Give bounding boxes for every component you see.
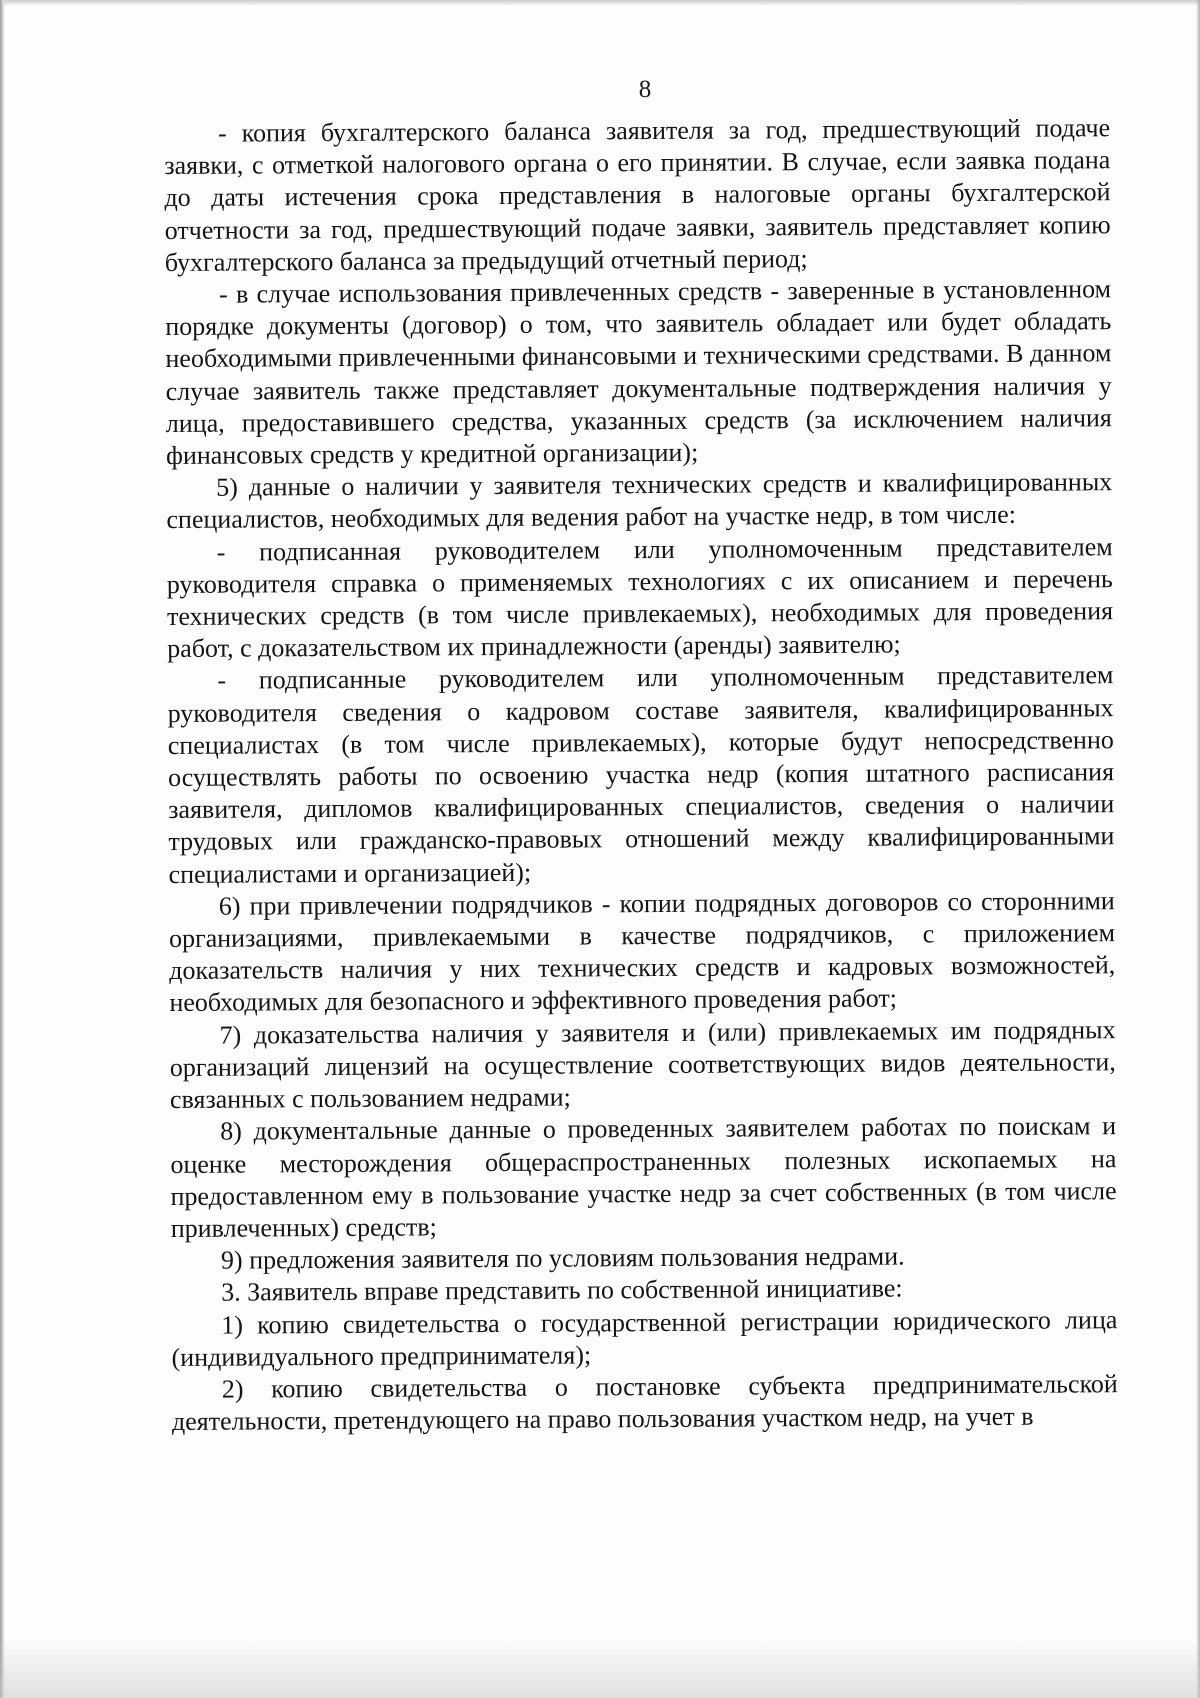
paragraph-item-5: 5) данные о наличии у заявителя технических средств и квалифицированных специалистов, необходимых для ведения работ на участке недр, в том числе:: [166, 467, 1113, 535]
paragraph-balance-copy: - копия бухгалтерского баланса заявителя за год, предшествующий подаче заявки, с отметкой налогового органа о его принятии. В случае, если заявка подана до даты истечения срока представления в налоговые органы бухгалтерской отчетности за год, предшествующий подаче заявки, заявитель представляет копию бухгалтерского баланса за предыдущий отчетный период;: [164, 113, 1111, 277]
scan-edge-right: [1196, 0, 1200, 1698]
paragraph-section-3-item-2: 2) копию свидетельства о постановке субъекта предпринимательской деятельности, претендующего на право пользования участком недр, на учет в: [171, 1369, 1118, 1437]
paragraph-technologies-certificate: - подписанная руководителем или уполномоченным представителем руководителя справка о применяемых технологиях с их описанием и перечень технических средств (в том числе привлекаемых), необходимых для проведения работ, с доказательством их принадлежности (аренды) заявителю;: [166, 531, 1114, 664]
paragraph-staff-info: - подписанные руководителем или уполномоченным представителем руководителя сведения о кадровом составе заявителя, квалифицированных специалистах (в том числе привлекаемых), которые будут непосредственно осуществлять работы по освоению участка недр (копия штатного расписания заявителя, дипломов квалифицированных специалистов, сведения о наличии трудовых или гражданско-правовых отношений между квалифицированными специалистами и организацией);: [167, 660, 1115, 889]
paragraph-attracted-funds: - в случае использования привлеченных средств - заверенные в установленном порядке документы (договор) о том, что заявитель обладает или будет обладать необходимыми привлеченными финансовыми и техническими средствами. В данном случае заявитель также представляет документальные подтверждения наличия у лица, предоставившего средства, указанных средств (за исключением наличия финансовых средств у кредитной организации);: [165, 274, 1112, 471]
paragraph-item-6: 6) при привлечении подрядчиков - копии подрядных договоров со сторонними организациями, привлекаемыми в качестве подрядчиков, с приложением доказательств наличия у них технических средств и кадровых возможностей, необходимых для безопасного и эффективного проведения работ;: [168, 886, 1116, 1018]
paragraph-item-8: 8) документальные данные о проведенных заявителем работах по поискам и оценке месторождения общераспространенных полезных ископаемых на предоставленном ему в пользование участке недр за счет собственных (в том числе привлеченных) средств;: [170, 1111, 1117, 1243]
page-number: 8: [638, 76, 652, 103]
body-text: [164, 112, 1118, 1438]
paragraph-item-7: 7) доказательства наличия у заявителя и (или) привлекаемых им подрядных организаций лицензий на осуществление соответствующих видов деятельности, связанных с пользованием недрами;: [169, 1014, 1116, 1115]
paragraph-section-3-item-1: 1) копию свидетельства о государственной регистрации юридического лица (индивидуального предпринимателя);: [171, 1304, 1118, 1372]
scan-edge-bottom: [0, 1638, 1200, 1698]
scan-edge-top: [0, 0, 1200, 6]
scan-edge-left: [0, 0, 5, 1698]
paragraph-item-9: 9) предложения заявителя по условиям пользования недрами.: [220, 1241, 905, 1275]
paragraph-section-3: 3. Заявитель вправе представить по собственной инициативе:: [221, 1273, 903, 1307]
